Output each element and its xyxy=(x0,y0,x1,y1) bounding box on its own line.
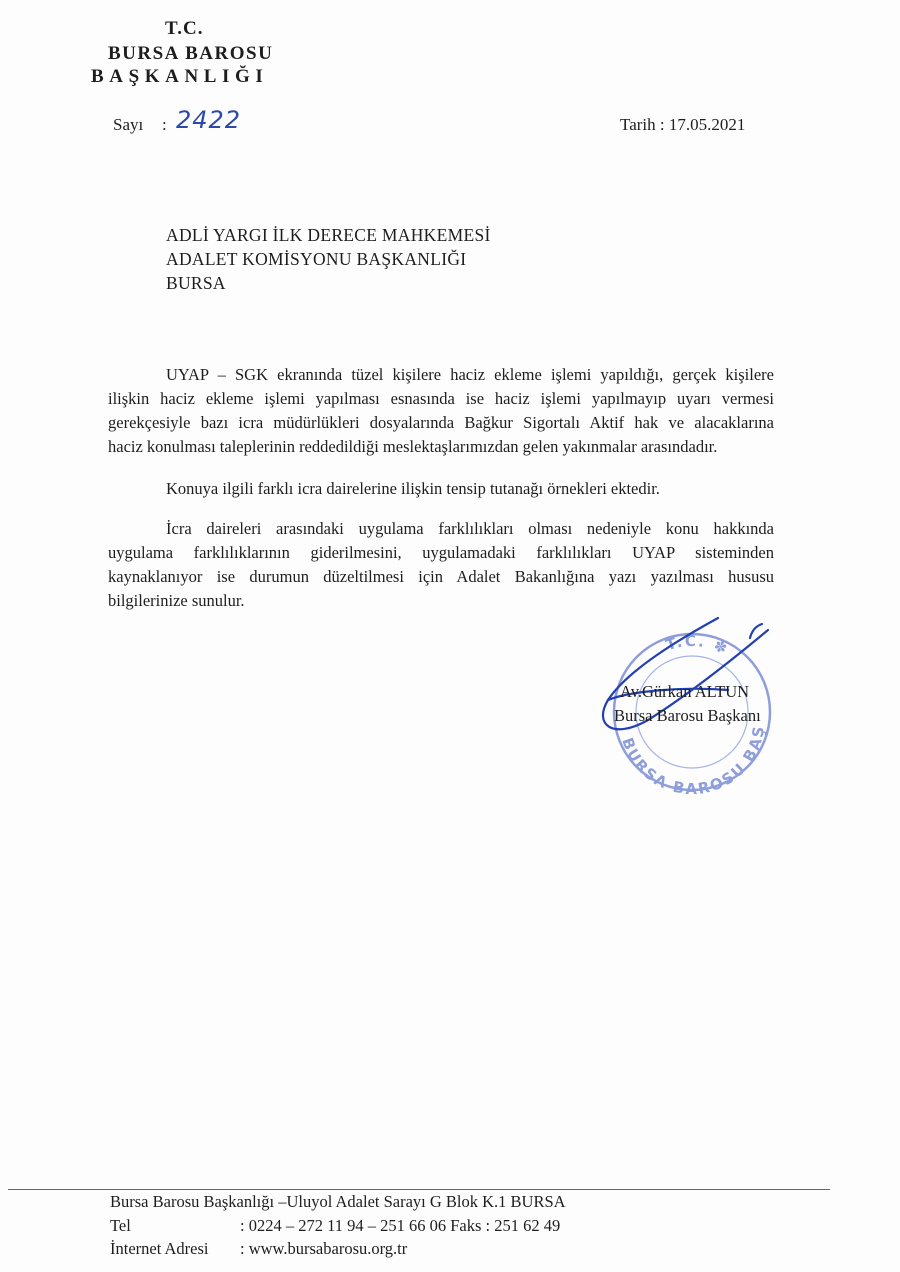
footer-tel-value: : 0224 – 272 11 94 – 251 66 06 Faks : 251 62 49 xyxy=(240,1216,561,1235)
paragraph-line: İcra daireleri arasındaki uygulama farklılıkları olması nedeniyle konu hakkında xyxy=(166,519,774,538)
footer-address: Bursa Barosu Başkanlığı –Uluyol Adalet Sarayı G Blok K.1 BURSA xyxy=(110,1192,566,1211)
letterhead-presidency: BAŞKANLIĞI xyxy=(91,66,269,87)
body-paragraph-3 xyxy=(108,517,774,613)
signatory-name: Av.Gürkan ALTUN xyxy=(620,682,750,701)
letterhead-bar-name: BURSA BAROSU xyxy=(108,43,274,64)
stamp-top-text: T.C. ✽ xyxy=(663,631,732,659)
paragraph-line: bilgilerinize sunulur. xyxy=(108,591,245,610)
reference-colon: : xyxy=(162,115,167,134)
addressee-line-1: ADLİ YARGI İLK DERECE MAHKEMESİ xyxy=(166,225,491,245)
footer-tel-label: Tel xyxy=(110,1216,131,1235)
paragraph-line: kaynaklanıyor ise durumun düzeltilmesi için Adalet Bakanlığına yazı yazılması hususu xyxy=(108,567,774,586)
reference-number-handwritten: 2422 xyxy=(176,106,242,134)
paragraph-line: uygulama farklılıklarının giderilmesini, uygulamadaki farklılıkları UYAP sisteminden xyxy=(108,543,774,562)
footer-web-value[interactable]: : www.bursabarosu.org.tr xyxy=(240,1239,408,1258)
body-paragraph-2 xyxy=(108,477,774,501)
footer-web-label: İnternet Adresi xyxy=(110,1239,209,1258)
letterhead-tc: T.C. xyxy=(165,18,204,39)
paragraph-line: gerekçesiyle bazı icra müdürlükleri dosyalarında Bağkur Sigortalı Aktif hak ve alacaklarına xyxy=(108,413,774,432)
addressee-city: BURSA xyxy=(166,273,226,293)
paragraph-line: haciz konulması taleplerinin reddedildiği meslektaşlarımızdan gelen yakınmalar arasındadır. xyxy=(108,437,718,456)
footer-divider xyxy=(8,1189,830,1190)
body-paragraph-1 xyxy=(108,363,774,459)
paragraph-line: UYAP – SGK ekranında tüzel kişilere haciz ekleme işlemi yapıldığı, gerçek kişilere xyxy=(166,365,774,384)
paragraph-line: ilişkin haciz ekleme işlemi yapılması esnasında ise haciz işlemi yapılmayıp uyarı vermesi xyxy=(108,389,774,408)
paragraph-line: Konuya ilgili farklı icra dairelerine ilişkin tensip tutanağı örnekleri ektedir. xyxy=(166,479,660,498)
stamp-bottom-text: BURSA BAROSU BAŞ xyxy=(618,723,769,799)
signatory-title: Bursa Barosu Başkanı xyxy=(614,706,761,725)
addressee-line-2: ADALET KOMİSYONU BAŞKANLIĞI xyxy=(166,249,467,269)
reference-label: Sayı xyxy=(113,115,144,134)
document-date: Tarih : 17.05.2021 xyxy=(620,115,746,134)
